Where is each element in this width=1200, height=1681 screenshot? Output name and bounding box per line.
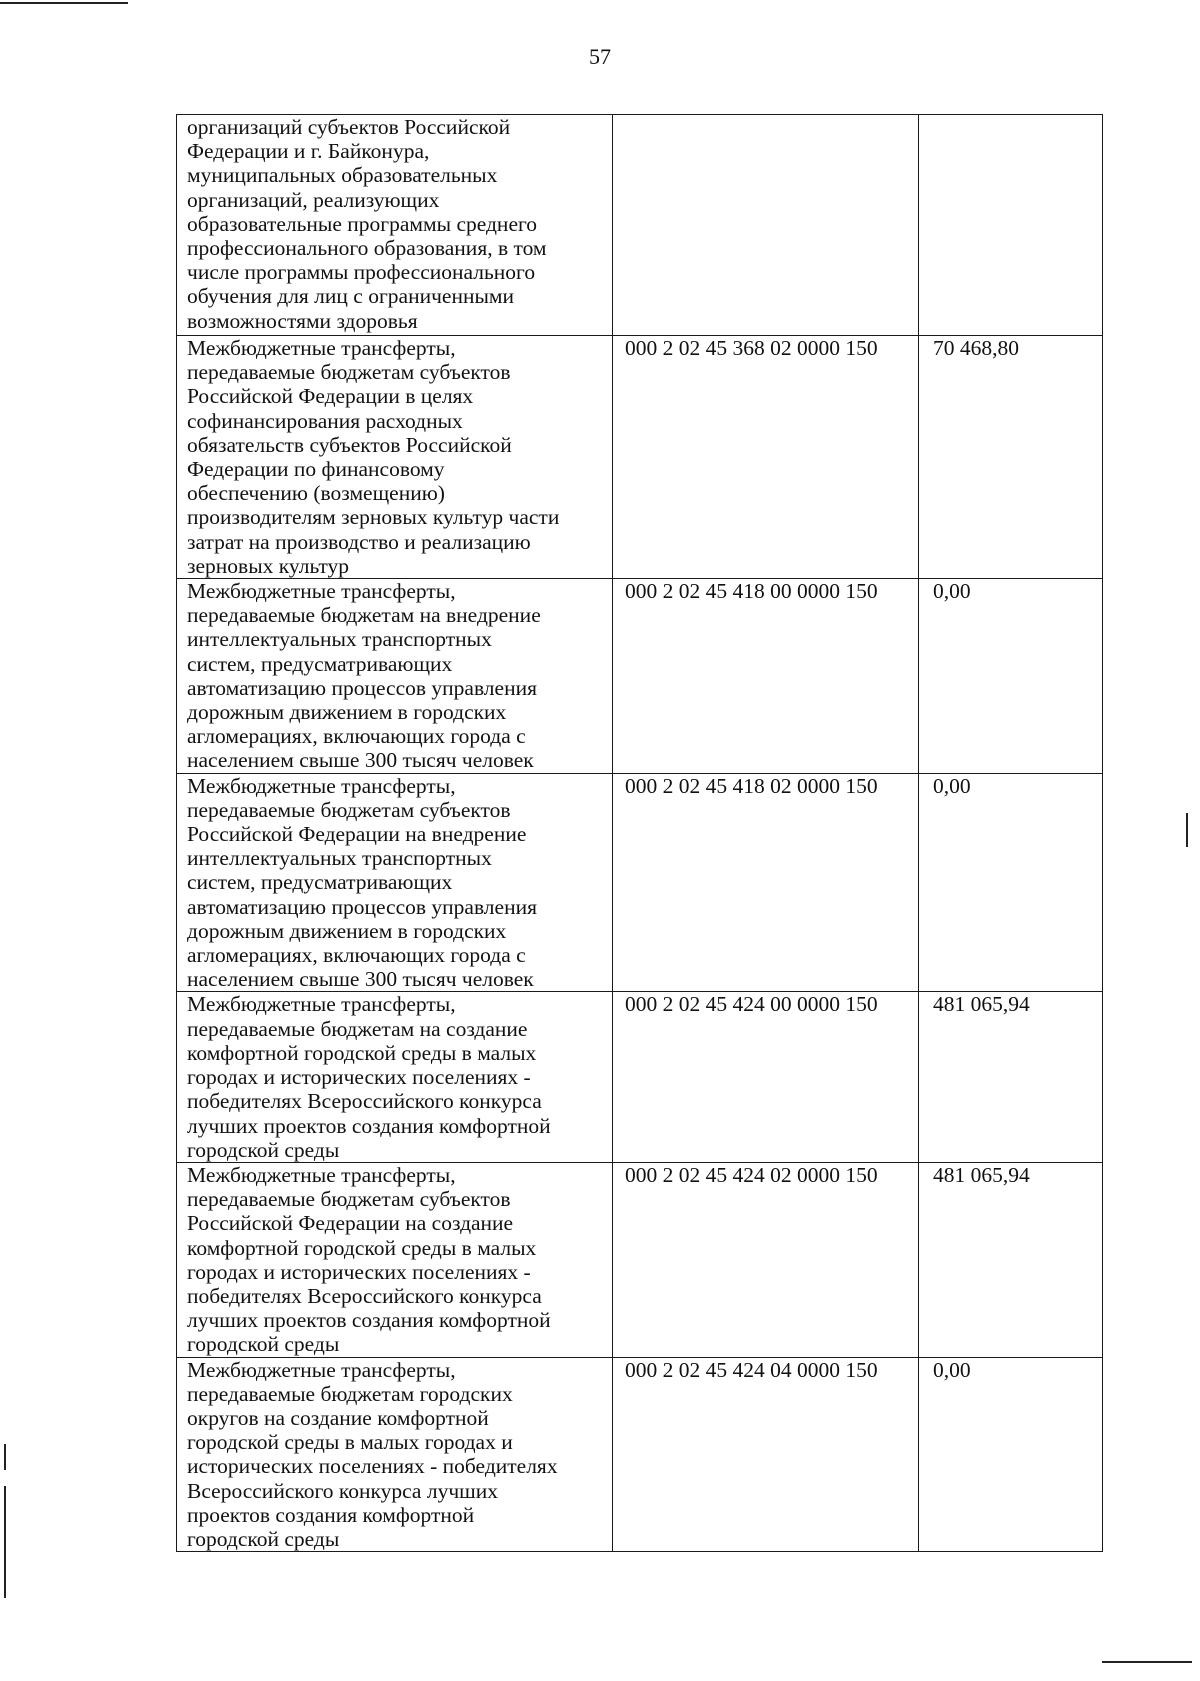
description-text: Межбюджетные трансферты, передаваемые бюджетам субъектов Российской Федерации в целях софинансирования расходных обязательств субъектов Российской Федерации по финансовому обеспечению (возмещению) производителям зерновых культур части затрат на производство и реализацию зерновых культур [187, 336, 560, 578]
description-cell [177, 579, 613, 774]
amount-cell: 0,00 [919, 579, 1103, 774]
description-cell [177, 1357, 613, 1552]
amount-cell: 481 065,94 [919, 1162, 1103, 1357]
code-cell: 000 2 02 45 418 02 0000 150 [613, 773, 919, 992]
description-cell [177, 992, 613, 1162]
table-row [177, 992, 1103, 1162]
scan-edge-line-left-1 [4, 1444, 6, 1470]
scan-edge-line-bottom-right [1102, 1661, 1192, 1663]
table-row [177, 336, 1103, 579]
code-cell: 000 2 02 45 418 00 0000 150 [613, 579, 919, 774]
description-text: Межбюджетные трансферты, передаваемые бюджетам субъектов Российской Федерации на создание комфортной городской среды в малых городах и исторических поселениях - победителях Всероссийского конкурса лучших проектов создания комфортной городской среды [187, 1162, 551, 1357]
code-cell [613, 115, 919, 336]
table-row [177, 115, 1103, 336]
code-cell: 000 2 02 45 424 04 0000 150 [613, 1357, 919, 1552]
table-row [177, 579, 1103, 774]
amount-cell: 0,00 [919, 1357, 1103, 1552]
description-cell [177, 773, 613, 992]
description-text: Межбюджетные трансферты, передаваемые бюджетам субъектов Российской Федерации на внедрение интеллектуальных транспортных систем, предусматривающих автоматизацию процессов управления дорожным движением в городских агломерациях, включающих города с населением свыше 300 тысяч человек [187, 773, 537, 992]
amount-cell: 70 468,80 [919, 336, 1103, 579]
scan-edge-line-left-2 [4, 1486, 6, 1598]
description-text: организаций субъектов Российской Федерации и г. Байконура, муниципальных образовательных организаций, реализующих образовательные программы среднего профессионального образования, в том числе программы профессионального обучения для лиц с ограниченными возможностями здоровья [187, 115, 547, 333]
table-row [177, 1162, 1103, 1357]
description-cell [177, 115, 613, 336]
code-cell: 000 2 02 45 424 00 0000 150 [613, 992, 919, 1162]
scan-edge-line-right [1186, 813, 1188, 847]
table-row [177, 1357, 1103, 1552]
amount-cell: 481 065,94 [919, 992, 1103, 1162]
page-number: 57 [589, 44, 611, 69]
description-cell [177, 336, 613, 579]
amount-cell: 0,00 [919, 773, 1103, 992]
table-row [177, 773, 1103, 992]
description-text: Межбюджетные трансферты, передаваемые бюджетам городских округов на создание комфортной городской среды в малых городах и исторических поселениях - победителях Всероссийского конкурса лучших проектов создания комфортной городской среды [187, 1357, 558, 1551]
description-text: Межбюджетные трансферты, передаваемые бюджетам на внедрение интеллектуальных транспортных систем, предусматривающих автоматизацию процессов управления дорожным движением в городских агломерациях, включающих города с населением свыше 300 тысяч человек [187, 579, 541, 773]
code-cell: 000 2 02 45 424 02 0000 150 [613, 1162, 919, 1357]
code-cell: 000 2 02 45 368 02 0000 150 [613, 336, 919, 579]
scan-edge-line-top-left [0, 2, 128, 4]
description-cell [177, 1162, 613, 1357]
amount-cell [919, 115, 1103, 336]
description-text: Межбюджетные трансферты, передаваемые бюджетам на создание комфортной городской среды в малых городах и исторических поселениях - победителях Всероссийского конкурса лучших проектов создания комфортной городской среды [187, 992, 551, 1162]
budget-table [176, 114, 1103, 1552]
